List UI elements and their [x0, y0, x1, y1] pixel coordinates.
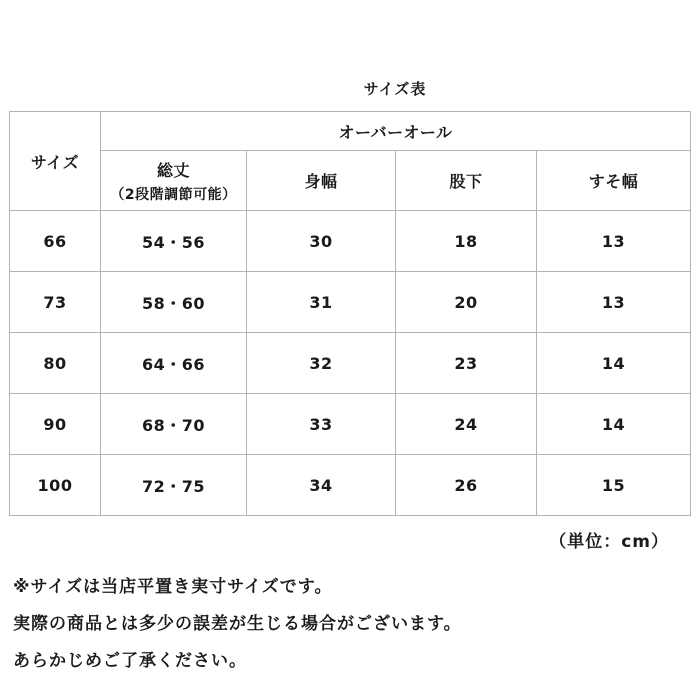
note-line: あらかじめご了承ください。 — [13, 651, 247, 671]
size-cell: 90 — [10, 394, 101, 455]
table-row — [10, 272, 691, 333]
unit-label: （単位：cm） — [549, 532, 669, 552]
table-row — [10, 333, 691, 394]
table-header-row — [10, 112, 691, 151]
hem-width-cell: 14 — [537, 394, 691, 455]
total-length-cell: 72・75 — [101, 455, 247, 516]
total-length-cell: 64・66 — [101, 333, 247, 394]
column-header-label: 総丈 — [156, 160, 190, 180]
table-row — [10, 455, 691, 516]
hem-width-cell: 13 — [537, 211, 691, 272]
column-header-hem-width: すそ幅 — [537, 151, 691, 211]
table-subheader-row — [10, 151, 691, 211]
inseam-cell: 20 — [396, 272, 537, 333]
total-length-cell: 54・56 — [101, 211, 247, 272]
size-cell: 73 — [10, 272, 101, 333]
hem-width-cell: 13 — [537, 272, 691, 333]
inseam-cell: 23 — [396, 333, 537, 394]
notes — [13, 569, 462, 680]
table-row — [10, 394, 691, 455]
inseam-cell: 24 — [396, 394, 537, 455]
adjustable-note: （2段階調節可能） — [110, 186, 237, 203]
inseam-cell: 26 — [396, 455, 537, 516]
size-column-header: サイズ — [10, 112, 101, 211]
inseam-cell: 18 — [396, 211, 537, 272]
hem-width-cell: 15 — [537, 455, 691, 516]
chest-width-cell: 34 — [247, 455, 396, 516]
column-header-inseam: 股下 — [396, 151, 537, 211]
size-cell: 80 — [10, 333, 101, 394]
size-cell: 66 — [10, 211, 101, 272]
size-cell: 100 — [10, 455, 101, 516]
size-table — [9, 111, 691, 516]
chest-width-cell: 31 — [247, 272, 396, 333]
page-title: サイズ表 — [363, 80, 427, 98]
table-row — [10, 211, 691, 272]
chest-width-cell: 30 — [247, 211, 396, 272]
column-header-total-length — [101, 151, 247, 211]
column-header-chest-width: 身幅 — [247, 151, 396, 211]
note-line: 実際の商品とは多少の誤差が生じる場合がございます。 — [13, 614, 462, 634]
chest-width-cell: 33 — [247, 394, 396, 455]
note-line: ※サイズは当店平置き実寸サイズです。 — [13, 577, 333, 597]
overall-group-header: オーバーオール — [101, 112, 691, 151]
hem-width-cell: 14 — [537, 333, 691, 394]
chest-width-cell: 32 — [247, 333, 396, 394]
total-length-cell: 68・70 — [101, 394, 247, 455]
total-length-cell: 58・60 — [101, 272, 247, 333]
